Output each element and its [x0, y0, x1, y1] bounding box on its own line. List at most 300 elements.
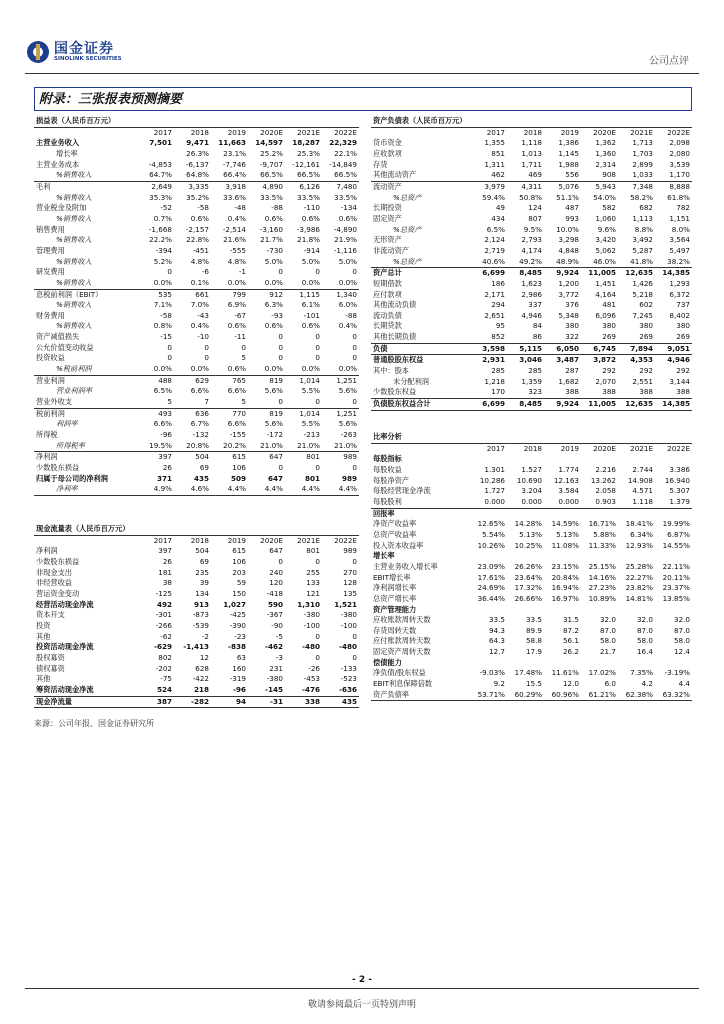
cell-value: 16.4 — [636, 647, 653, 657]
cell-value: 1.774 — [558, 464, 579, 474]
cell-value: 524 — [156, 684, 172, 694]
year-header — [618, 432, 655, 443]
cell-value: 908 — [602, 170, 616, 180]
cell-value: 58.0 — [636, 636, 653, 646]
year-header — [581, 116, 618, 127]
cell-value: 9,924 — [544, 399, 581, 411]
cell-value: 66.5% — [297, 170, 320, 180]
row-label: 每股指标 — [373, 454, 402, 464]
table-row — [34, 397, 359, 408]
table-row — [371, 508, 692, 519]
cell-value: 10.25% — [514, 540, 542, 550]
table-row — [371, 257, 692, 268]
cell-value: -67 — [234, 310, 246, 320]
cell-value — [544, 551, 581, 562]
row-label: 现金净流量 — [34, 696, 137, 708]
cell-value: 0.1% — [190, 277, 209, 287]
year-label: 2018 — [190, 535, 209, 545]
ratio-analysis-wrap — [371, 432, 692, 701]
table-row — [34, 300, 359, 311]
appendix-title: 附录：三张报表预测摘要 — [34, 87, 692, 111]
row-label: 息税前利润（EBIT） — [34, 289, 137, 300]
cell-value: 1,218 — [484, 376, 505, 386]
table-row — [371, 583, 692, 594]
table-row — [34, 621, 359, 632]
cell-value: -155 — [229, 430, 246, 440]
year-header — [137, 524, 174, 535]
cell-value: 5.0% — [338, 256, 357, 266]
cell-value: 7,245 — [632, 310, 653, 320]
cell-value: 22.27% — [625, 572, 653, 582]
cell-value: 0 — [315, 267, 320, 277]
row-label: 少数股东损益 — [36, 463, 80, 472]
year-header — [581, 432, 618, 443]
cell-value: 5,076 — [544, 181, 581, 192]
cell-value: 0.0% — [301, 364, 320, 374]
cell-value: 5.13% — [519, 529, 542, 539]
cell-value: 62.38% — [618, 690, 655, 701]
cell-value: 5,218 — [632, 289, 653, 299]
row-label: 净资产收益率 — [373, 519, 417, 529]
cell-value: 1,151 — [669, 213, 690, 223]
cell-value: 0 — [315, 631, 320, 641]
cell-value: 661 — [174, 289, 211, 300]
row-label: 负债 — [371, 343, 470, 355]
cell-value: 807 — [528, 213, 542, 223]
cell-value: 60.29% — [507, 690, 544, 701]
cell-value: 4.6% — [174, 484, 211, 495]
cell-value: 1.301 — [484, 464, 505, 474]
cell-value: -1 — [238, 267, 246, 277]
year-label: 2022E — [667, 127, 690, 137]
cell-value: 287 — [565, 366, 579, 376]
cell-value: 36.44% — [477, 593, 505, 603]
cell-value: -48 — [234, 203, 246, 213]
cell-value: 12.93% — [625, 540, 653, 550]
table-row — [34, 193, 359, 204]
year-label: 2021E — [297, 127, 320, 137]
cell-value: 2,931 — [470, 355, 507, 366]
cell-value: 1,251 — [322, 375, 359, 386]
table-row — [34, 430, 359, 441]
row-label: 总资产增长率 — [373, 593, 417, 603]
cell-value: 32.0 — [636, 615, 653, 625]
cell-value: 435 — [193, 473, 209, 483]
table-header-row — [371, 116, 692, 127]
cell-value: 11.33% — [588, 540, 616, 550]
table-row — [34, 267, 359, 278]
cell-value: 504 — [195, 546, 209, 556]
cell-value: 10.286 — [479, 475, 505, 485]
cell-value: 492 — [156, 599, 172, 609]
cell-value: 269 — [602, 332, 616, 342]
cell-value: -96 — [233, 684, 246, 694]
table-row — [34, 408, 359, 419]
cell-value: -1,116 — [333, 245, 357, 255]
cell-value — [618, 508, 655, 519]
table-row — [34, 674, 359, 685]
year-header — [248, 116, 285, 127]
table-row — [34, 181, 359, 192]
cell-value: 504 — [174, 452, 211, 463]
table-row — [34, 557, 359, 568]
cell-value — [655, 508, 692, 519]
year-label: 2017 — [153, 535, 172, 545]
year-label: 2017 — [153, 127, 172, 137]
cell-value: 12.0 — [562, 679, 579, 689]
row-label: 流动负债 — [373, 310, 402, 320]
cell-value: -133 — [340, 663, 357, 673]
cell-value: 292 — [676, 366, 690, 376]
balance-sheet-table — [371, 116, 692, 411]
year-label: 2017 — [486, 443, 505, 453]
cell-value: 14.28% — [514, 519, 542, 529]
cell-value — [655, 454, 692, 465]
cell-value: -425 — [229, 610, 246, 620]
table-row — [34, 289, 359, 300]
cell-value: 21.9% — [334, 235, 357, 245]
cell-value: 20.84% — [551, 572, 579, 582]
cell-value: 0 — [352, 652, 357, 662]
cell-value: 2,124 — [484, 235, 505, 245]
cell-value — [581, 508, 618, 519]
table-header-row — [371, 432, 692, 443]
cell-value: -100 — [340, 620, 357, 630]
row-label: 投资 — [36, 620, 51, 630]
year-header — [618, 116, 655, 127]
year-label: 2019 — [560, 443, 579, 453]
table-row — [34, 214, 359, 225]
cell-value: 39 — [199, 578, 209, 588]
cell-value: 0 — [352, 556, 357, 566]
year-label: 2021E — [297, 535, 320, 545]
cell-value: 51.1% — [556, 192, 579, 202]
cell-value: -100 — [303, 620, 320, 630]
cell-value — [470, 605, 507, 616]
cell-value: 0.000 — [484, 496, 505, 506]
cell-value: 989 — [322, 452, 359, 463]
cell-value: 6.3% — [264, 300, 283, 310]
cell-value: 912 — [248, 289, 285, 300]
cell-value: 69 — [199, 556, 209, 566]
cell-value: 0 — [241, 342, 246, 352]
cell-value: 186 — [491, 278, 505, 288]
cell-value: 0.0% — [227, 277, 246, 287]
cell-value: 33.5 — [525, 615, 542, 625]
cell-value: 851 — [491, 148, 505, 158]
cell-value: 8.8% — [634, 224, 653, 234]
year-row — [371, 443, 692, 454]
cell-value: 269 — [676, 332, 690, 342]
cell-value: 59 — [236, 578, 246, 588]
row-label: 回报率 — [371, 508, 470, 519]
cell-value: 2.744 — [632, 464, 653, 474]
cell-value: 64.3 — [488, 636, 505, 646]
cell-value: 0 — [167, 342, 172, 352]
cell-value: -480 — [302, 642, 320, 652]
year-header — [544, 432, 581, 443]
cell-value: 2,651 — [484, 310, 505, 320]
table-row — [371, 465, 692, 476]
cell-value: 12.4 — [673, 647, 690, 657]
row-label: 销售费用 — [36, 224, 65, 234]
cell-value: 819 — [248, 375, 285, 386]
cell-value: 3,046 — [507, 355, 544, 366]
cell-value: 0 — [278, 342, 283, 352]
cell-value — [544, 605, 581, 616]
income-statement-table — [34, 116, 359, 496]
cell-value: 3,918 — [211, 181, 248, 192]
table-row — [34, 568, 359, 579]
cell-value: 0.8% — [153, 321, 172, 331]
row-label: 股权募资 — [36, 652, 65, 662]
row-label: 净利润 — [34, 452, 137, 463]
table-row — [34, 160, 359, 171]
row-label: 流动资产 — [371, 181, 470, 192]
row-label: %销售收入 — [56, 300, 92, 310]
table-row — [34, 441, 359, 452]
cell-value: 4.8% — [227, 256, 246, 266]
cell-value: 7,894 — [618, 343, 655, 355]
year-label: 2020E — [593, 443, 616, 453]
table-row — [34, 332, 359, 343]
cell-value: 5 — [241, 397, 246, 407]
table-row — [371, 290, 692, 301]
cell-value: 35.2% — [186, 192, 209, 202]
cell-value: 5 — [241, 353, 246, 363]
cell-value: 7 — [204, 397, 209, 407]
cell-value: 1,200 — [558, 278, 579, 288]
cell-value: 23.1% — [223, 148, 246, 158]
row-label: 其他 — [36, 631, 51, 641]
table-row — [34, 452, 359, 463]
cell-value: 5.5% — [301, 419, 320, 429]
cell-value — [470, 658, 507, 669]
cell-value: 852 — [491, 332, 505, 342]
cell-value: 21.0% — [297, 440, 320, 450]
logo-mark-icon — [27, 41, 49, 63]
table-row — [371, 626, 692, 637]
cell-value: -132 — [192, 430, 209, 440]
cell-value: 6.5% — [486, 224, 505, 234]
cell-value — [507, 605, 544, 616]
cell-value: 1.527 — [521, 464, 542, 474]
cell-value: 1,451 — [595, 278, 616, 288]
cell-value: 95 — [495, 321, 505, 331]
cell-value: 61.21% — [581, 690, 618, 701]
cell-value: 3,298 — [558, 235, 579, 245]
cell-value: 1.727 — [484, 486, 505, 496]
cell-value: -15 — [160, 332, 172, 342]
row-label: 其他长期负债 — [373, 332, 417, 342]
cell-value: 802 — [158, 652, 172, 662]
year-label: 2019 — [227, 535, 246, 545]
cell-value: 2,793 — [521, 235, 542, 245]
cell-value: 6,372 — [669, 289, 690, 299]
cell-value: -96 — [160, 430, 172, 440]
year-label: 2020E — [260, 535, 283, 545]
cell-value: 6.7% — [190, 419, 209, 429]
row-label: 筹资活动现金净流 — [36, 684, 94, 694]
cell-value: 4,946 — [521, 310, 542, 320]
cell-value: -3 — [275, 652, 283, 662]
cell-value: 4,311 — [507, 181, 544, 192]
table-row — [371, 615, 692, 626]
cell-value: 4.4% — [285, 484, 322, 495]
cell-value: 1,113 — [632, 213, 653, 223]
table-row — [34, 364, 359, 375]
row-label: 每股净资产 — [373, 475, 409, 485]
cell-value: 3,979 — [470, 181, 507, 192]
cell-value: 1,340 — [322, 289, 359, 300]
cell-value: 6.1% — [301, 300, 320, 310]
cell-value: -4,890 — [333, 224, 357, 234]
cell-value: 16.94% — [551, 583, 579, 593]
table-row — [34, 278, 359, 289]
cell-value: 388 — [639, 387, 653, 397]
cell-value: 21.0% — [334, 440, 357, 450]
table-row — [371, 246, 692, 257]
year-row-spacer — [34, 127, 137, 138]
cell-value: 4,946 — [655, 355, 692, 366]
cell-value: 1,118 — [521, 138, 542, 148]
cell-value: 0 — [315, 332, 320, 342]
cell-value: 397 — [158, 546, 172, 556]
cell-value: 3,598 — [470, 343, 507, 355]
cell-value: 10.690 — [516, 475, 542, 485]
cell-value: 14.59% — [551, 519, 579, 529]
cell-value: 0 — [352, 397, 357, 407]
cell-value: 5.6% — [264, 386, 283, 396]
cell-value: 913 — [193, 599, 209, 609]
row-label: %销售收入 — [56, 170, 92, 180]
table-row — [371, 311, 692, 322]
cell-value: 7.1% — [153, 300, 172, 310]
row-label: 其他流动资产 — [373, 170, 417, 180]
cell-value: -10 — [197, 332, 209, 342]
row-label: 归属于母公司的净利润 — [36, 473, 108, 483]
cell-value: 38.2% — [667, 256, 690, 266]
cell-value: -1,413 — [183, 642, 209, 652]
table-row — [34, 225, 359, 236]
cell-value — [581, 658, 618, 669]
cell-value: 49 — [495, 203, 505, 213]
cell-value: 32.0 — [599, 615, 616, 625]
year-header — [248, 524, 285, 535]
table-row — [34, 610, 359, 621]
cell-value: 4.4% — [322, 484, 359, 495]
cell-value — [544, 658, 581, 669]
row-label: 主营业务收入增长率 — [373, 561, 438, 571]
cell-value: 4,164 — [595, 289, 616, 299]
cell-value: 14.908 — [627, 475, 653, 485]
cell-value: 3,420 — [595, 235, 616, 245]
row-label: 应收账款周转天数 — [373, 615, 431, 625]
cell-value: 255 — [306, 567, 320, 577]
cell-value: -26 — [308, 663, 320, 673]
row-label: %总资产 — [393, 256, 422, 266]
cell-value: 481 — [602, 300, 616, 310]
cell-value: 58.2% — [630, 192, 653, 202]
cell-value: 61.8% — [667, 192, 690, 202]
cell-value: 487 — [565, 203, 579, 213]
cell-value: 25.15% — [588, 561, 616, 571]
cell-value: 58.0 — [599, 636, 616, 646]
cell-value: 380 — [602, 321, 616, 331]
row-label: 应付账款周转天数 — [373, 636, 431, 646]
table-row — [371, 203, 692, 214]
cell-value: 20.2% — [223, 440, 246, 450]
cell-value: -88 — [271, 203, 283, 213]
cell-value: 6.34% — [630, 529, 653, 539]
year-header — [470, 432, 507, 443]
cell-value: -367 — [266, 610, 283, 620]
cell-value: 1,251 — [322, 408, 359, 419]
cell-value: 1.379 — [669, 496, 690, 506]
cell-value: 371 — [156, 473, 172, 483]
cell-value: -43 — [197, 310, 209, 320]
cell-value: 23.64% — [514, 572, 542, 582]
cell-value: 6,699 — [470, 399, 507, 411]
cell-value: 5.6% — [264, 419, 283, 429]
cell-value: 6,745 — [581, 343, 618, 355]
row-label: 债权募资 — [36, 663, 65, 673]
cell-value: 2,171 — [484, 289, 505, 299]
cell-value: -31 — [248, 696, 285, 708]
cell-value: 5,348 — [558, 310, 579, 320]
footer-divider — [25, 988, 699, 989]
cell-value: 801 — [285, 452, 322, 463]
cell-value: 14,385 — [655, 399, 692, 411]
table-row — [34, 321, 359, 332]
cash-flow-wrap — [34, 524, 359, 708]
cell-value: 1,060 — [595, 213, 616, 223]
cell-value: 23.37% — [662, 583, 690, 593]
cell-value — [581, 551, 618, 562]
row-label: 其中：股本 — [373, 366, 409, 376]
cell-value: 94.3 — [488, 625, 505, 635]
cell-value: 5,062 — [595, 245, 616, 255]
year-header — [507, 116, 544, 127]
cell-value: 602 — [639, 300, 653, 310]
cell-value: 0 — [352, 267, 357, 277]
cell-value: -88 — [345, 310, 357, 320]
cell-value: -125 — [155, 588, 172, 598]
cell-value: 434 — [491, 213, 505, 223]
cell-value: 2.216 — [595, 464, 616, 474]
table-row — [34, 203, 359, 214]
cell-value: 21.8% — [297, 235, 320, 245]
cell-value — [544, 508, 581, 519]
cell-value: 66.5% — [334, 170, 357, 180]
cell-value: 133 — [306, 578, 320, 588]
cell-value — [618, 658, 655, 669]
cell-value: 3,539 — [669, 159, 690, 169]
cell-value: -873 — [192, 610, 209, 620]
cell-value — [470, 454, 507, 465]
balance-sheet-wrap — [371, 116, 692, 411]
cell-value — [544, 454, 581, 465]
table-row — [34, 235, 359, 246]
cell-value: -453 — [303, 674, 320, 684]
cell-value: 14.81% — [625, 593, 653, 603]
cell-value: 1,013 — [521, 148, 542, 158]
cell-value: 0 — [278, 353, 283, 363]
cell-value: 14.55% — [662, 540, 690, 550]
row-label: 增长率 — [373, 551, 395, 561]
cell-value: 19.5% — [149, 440, 172, 450]
table-row — [34, 149, 359, 160]
